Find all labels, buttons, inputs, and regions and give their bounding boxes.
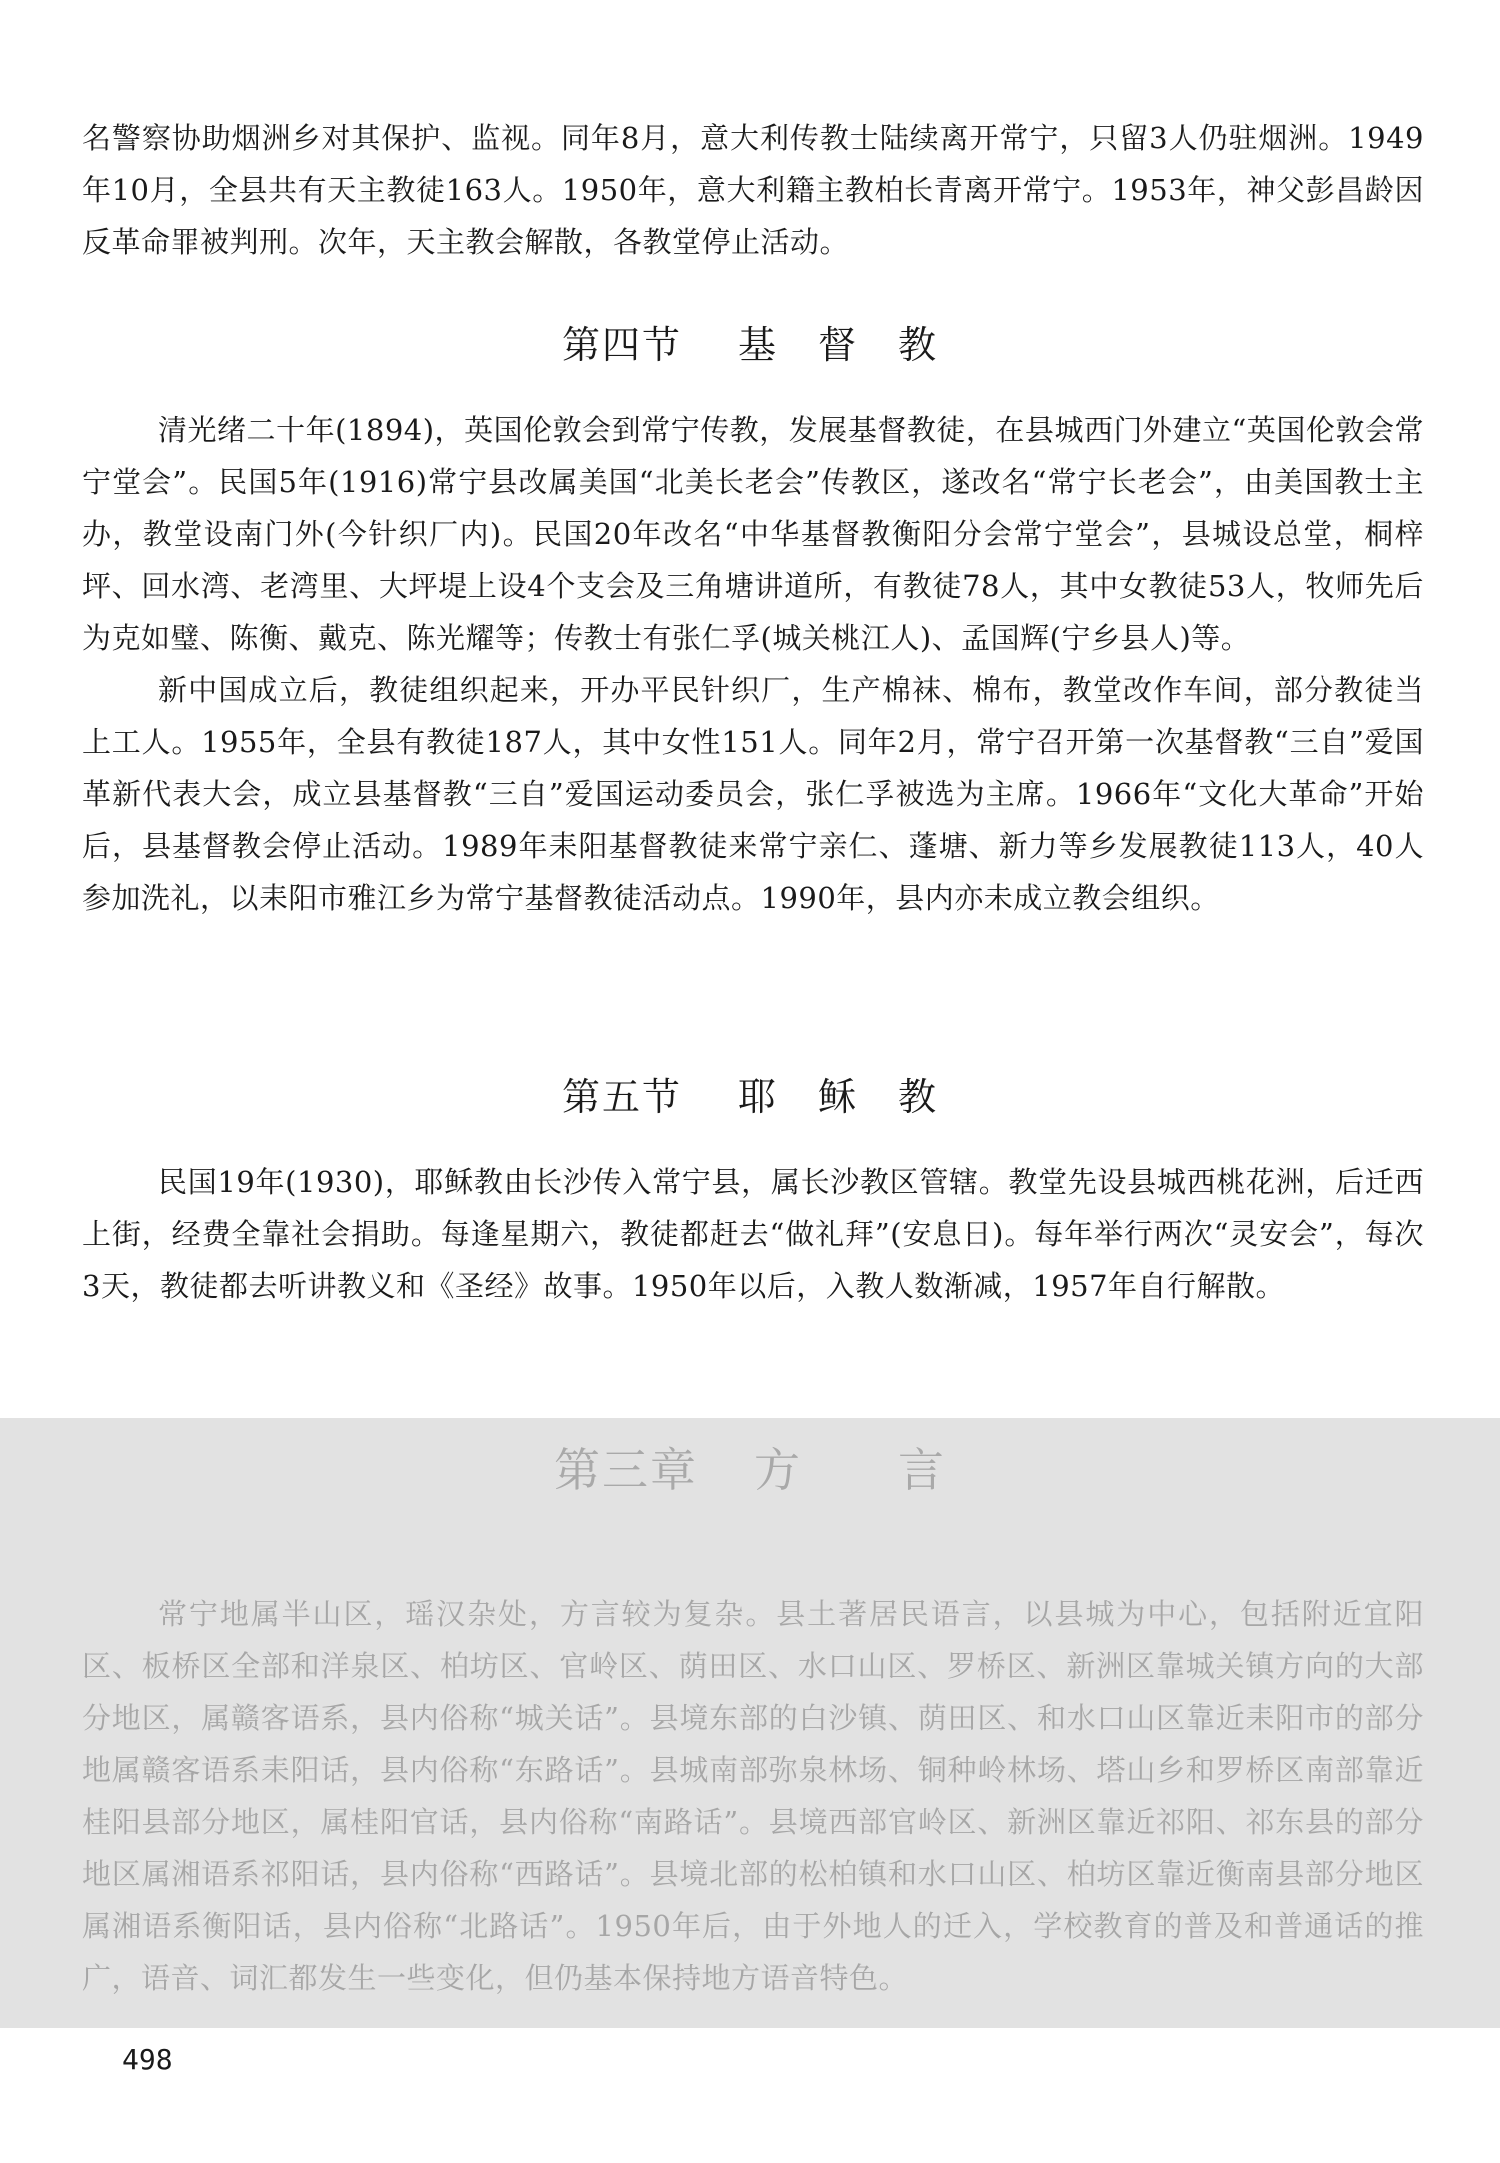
section-5-paragraph-1: 民国19年(1930)，耶稣教由长沙传入常宁县，属长沙教区管辖。教堂先设县城西桃花洲，后迁西上街，经费全靠社会捐助。每逢星期六，教徒都赶去“做礼拜”(安息日)。每年举行两次“灵安会”，每次3天，教徒都去听讲教义和《圣经》故事。1950年以后，入教人数渐减，1957年自行解散。 bbox=[82, 1165, 1424, 1303]
page-number: 498 bbox=[122, 2043, 173, 2076]
section-5-heading bbox=[0, 1066, 1500, 1121]
top-continuation bbox=[82, 112, 1424, 268]
continuation-paragraph: 名警察协助烟洲乡对其保护、监视。同年8月，意大利传教士陆续离开常宁，只留3人仍驻烟洲。1949年10月，全县共有天主教徒163人。1950年，意大利籍主教柏长青离开常宁。1953年，神父彭昌龄因反革命罪被判刑。次年，天主教会解散，各教堂停止活动。 bbox=[82, 121, 1424, 259]
section-4-body bbox=[82, 404, 1424, 924]
chapter-3-number: 第三章 bbox=[554, 1443, 698, 1497]
section-4-number: 第四节 bbox=[561, 323, 682, 367]
chapter-3-title: 方 言 bbox=[754, 1443, 946, 1497]
chapter-3-faded-band bbox=[0, 1418, 1500, 2028]
chapter-3-heading bbox=[0, 1434, 1500, 1500]
section-4-title: 基 督 教 bbox=[738, 323, 939, 367]
section-5-title: 耶 稣 教 bbox=[738, 1075, 939, 1119]
section-5-number: 第五节 bbox=[561, 1075, 682, 1119]
chapter-3-paragraph-1: 常宁地属半山区，瑶汉杂处，方言较为复杂。县土著居民语言，以县城为中心，包括附近宜阳区、板桥区全部和洋泉区、柏坊区、官岭区、荫田区、水口山区、罗桥区、新洲区靠城关镇方向的大部分地区，属赣客语系，县内俗称“城关话”。县境东部的白沙镇、荫田区、和水口山区靠近耒阳市的部分地属赣客语系耒阳话，县内俗称“东路话”。县城南部弥泉林场、铜种岭林场、塔山乡和罗桥区南部靠近桂阳县部分地区，属桂阳官话，县内俗称“南路话”。县境西部官岭区、新洲区靠近祁阳、祁东县的部分地区属湘语系祁阳话，县内俗称“西路话”。县境北部的松柏镇和水口山区、柏坊区靠近衡南县部分地区属湘语系衡阳话，县内俗称“北路话”。1950年后，由于外地人的迁入，学校教育的普及和普通话的推广，语音、词汇都发生一些变化，但仍基本保持地方语音特色。 bbox=[82, 1597, 1424, 1995]
section-4-paragraph-2: 新中国成立后，教徒组织起来，开办平民针织厂，生产棉袜、棉布，教堂改作车间，部分教徒当上工人。1955年，全县有教徒187人，其中女性151人。同年2月，常宁召开第一次基督教“三自”爱国革新代表大会，成立县基督教“三自”爱国运动委员会，张仁孚被选为主席。1966年“文化大革命”开始后，县基督教会停止活动。1989年耒阳基督教徒来常宁亲仁、蓬塘、新力等乡发展教徒113人，40人参加洗礼，以耒阳市雅江乡为常宁基督教徒活动点。1990年，县内亦未成立教会组织。 bbox=[82, 673, 1424, 915]
chapter-3-body bbox=[82, 1588, 1424, 2004]
section-4-heading bbox=[0, 314, 1500, 369]
section-4-paragraph-1: 清光绪二十年(1894)，英国伦敦会到常宁传教，发展基督教徒，在县城西门外建立“英国伦敦会常宁堂会”。民国5年(1916)常宁县改属美国“北美长老会”传教区，遂改名“常宁长老会”，由美国教士主办，教堂设南门外(今针织厂内)。民国20年改名“中华基督教衡阳分会常宁堂会”，县城设总堂，桐梓坪、回水湾、老湾里、大坪堤上设4个支会及三角塘讲道所，有教徒78人，其中女教徒53人，牧师先后为克如璧、陈衡、戴克、陈光耀等；传教士有张仁孚(城关桃江人)、孟国辉(宁乡县人)等。 bbox=[82, 413, 1424, 655]
section-5-body bbox=[82, 1156, 1424, 1312]
